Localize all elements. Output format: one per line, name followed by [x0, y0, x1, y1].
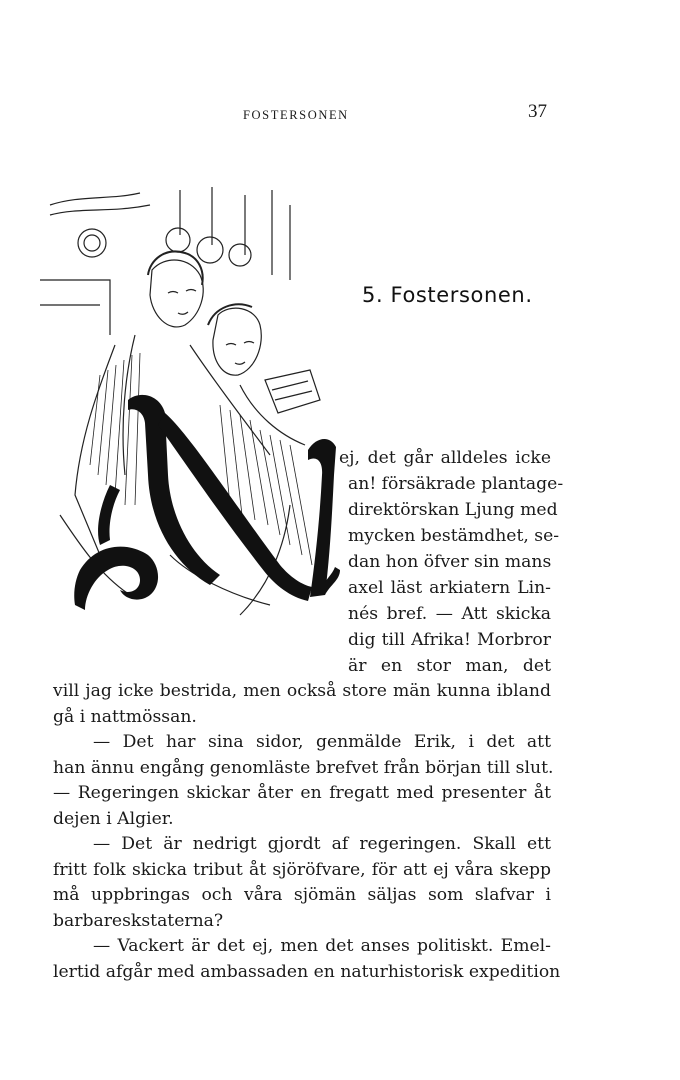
running-head: FOSTERSONEN [243, 108, 349, 122]
text-line: lertid afgår med ambassaden en naturhistorisk expedition [53, 961, 561, 982]
text-line: — Det är nedrigt gjordt af regeringen. Skall ett [93, 834, 551, 854]
text-line: gå i nattmössan. [53, 706, 197, 727]
page-number: 37 [528, 101, 547, 122]
text-line: är en stor man, det [348, 656, 551, 676]
text-line: — Det har sina sidor, genmälde Erik, i det att [93, 732, 551, 752]
chapter-heading: 5. Fostersonen. [362, 283, 533, 307]
chapter-illustration [40, 175, 340, 675]
text-line: axel läst arkiatern Lin- [348, 578, 551, 598]
text-line: dig till Afrika! Morbror [348, 630, 551, 650]
text-line: dan hon öfver sin mans [348, 552, 552, 572]
text-line: — Vackert är det ej, men det anses politiskt. Emel- [93, 936, 551, 956]
text-line: an! försäkrade plantage- [348, 474, 564, 494]
text-line: barbareskstaterna? [53, 910, 224, 931]
text-line: vill jag icke bestrida, men också store män kunna ibland [53, 681, 551, 701]
body-text-block [53, 679, 561, 985]
text-line: nés bref. — Att skicka [348, 604, 551, 624]
text-line: fritt folk skicka tribut åt sjöröfvare, för att ej våra skepp [53, 859, 551, 880]
text-line: ej, det går alldeles icke [339, 448, 551, 468]
side-text-block [339, 445, 564, 679]
text-line: dejen i Algier. [53, 808, 174, 829]
text-line: direktörskan Ljung med [348, 500, 558, 520]
text-line: han ännu engång genomläste brefvet från början till slut. [53, 757, 554, 778]
text-line: må uppbringas och våra sjömän säljas som slafvar i [53, 885, 551, 905]
text-line: mycken bestämdhet, se- [348, 526, 560, 546]
text-line: — Regeringen skickar åter en fregatt med presenter åt [53, 783, 551, 803]
